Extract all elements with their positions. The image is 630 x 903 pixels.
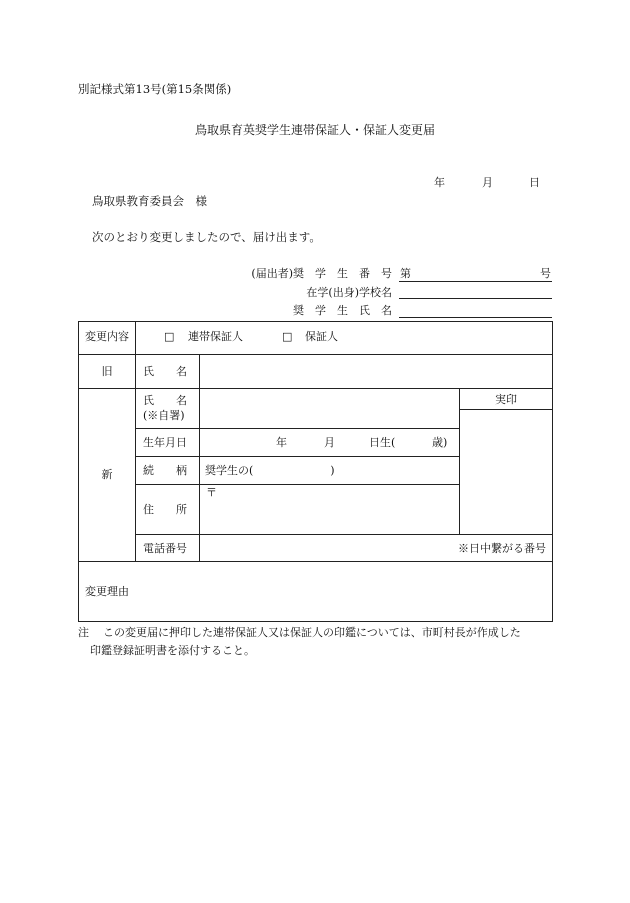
- intro-text: 次のとおり変更しましたので、届け出ます。: [92, 230, 321, 244]
- reason-label: 変更理由: [85, 585, 129, 598]
- birthdate-label: 生年月日: [143, 436, 187, 449]
- joint-guarantor-checkbox[interactable]: □: [164, 330, 175, 343]
- autograph-note: (※自署): [143, 409, 185, 422]
- school-name-field[interactable]: [399, 298, 552, 299]
- new-name-label: 氏 名: [143, 394, 187, 407]
- phone-label: 電話番号: [143, 542, 187, 555]
- reason-field[interactable]: [136, 562, 552, 621]
- student-number-label: (届出者)奨 学 生 番 号: [251, 267, 392, 280]
- guarantor-option-label: 保証人: [305, 330, 338, 343]
- student-name-label: 奨 学 生 氏 名: [293, 304, 392, 317]
- seal-area[interactable]: [460, 410, 552, 534]
- relation-value[interactable]: 奨学生の( ): [205, 464, 335, 477]
- old-label: 旧: [101, 365, 113, 378]
- date-day-label: 日: [529, 176, 540, 189]
- guarantor-checkbox[interactable]: □: [282, 330, 293, 343]
- old-name-label: 氏 名: [143, 365, 187, 378]
- new-name-field[interactable]: [200, 389, 459, 428]
- birthdate-year: 年: [276, 436, 287, 449]
- old-name-field[interactable]: [200, 355, 552, 388]
- form-number: 別記様式第13号(第15条関係): [78, 82, 232, 96]
- note-prefix: 注: [78, 626, 89, 639]
- student-number-prefix: 第: [400, 267, 411, 280]
- note-line-1: この変更届に押印した連帯保証人又は保証人の印鑑については、市町村長が作成した: [103, 626, 521, 639]
- date-month-label: 月: [482, 176, 493, 189]
- school-name-label: 在学(出身)学校名: [306, 286, 392, 299]
- birthdate-month: 月: [324, 436, 335, 449]
- phone-note: ※日中繋がる番号: [458, 542, 546, 555]
- birthdate-age: 歳): [432, 436, 448, 449]
- student-name-field[interactable]: [399, 317, 552, 318]
- student-number-suffix: 号: [540, 267, 551, 280]
- document-title: 鳥取県育英奨学生連帯保証人・保証人変更届: [194, 123, 435, 137]
- birthdate-day: 日生(: [369, 436, 396, 449]
- address-field[interactable]: [200, 485, 459, 534]
- change-content-label: 変更内容: [85, 330, 129, 343]
- seal-label: 実印: [495, 393, 517, 406]
- student-number-field[interactable]: [399, 281, 552, 282]
- joint-guarantor-option-label: 連帯保証人: [188, 330, 243, 343]
- relation-label: 続 柄: [143, 464, 187, 477]
- new-label: 新: [101, 468, 113, 481]
- note-line-2: 印鑑登録証明書を添付すること。: [90, 644, 255, 657]
- addressee: 鳥取県教育委員会 様: [92, 194, 207, 208]
- date-year-label: 年: [434, 176, 445, 189]
- postal-mark: 〒: [206, 486, 217, 499]
- address-label: 住 所: [143, 503, 187, 516]
